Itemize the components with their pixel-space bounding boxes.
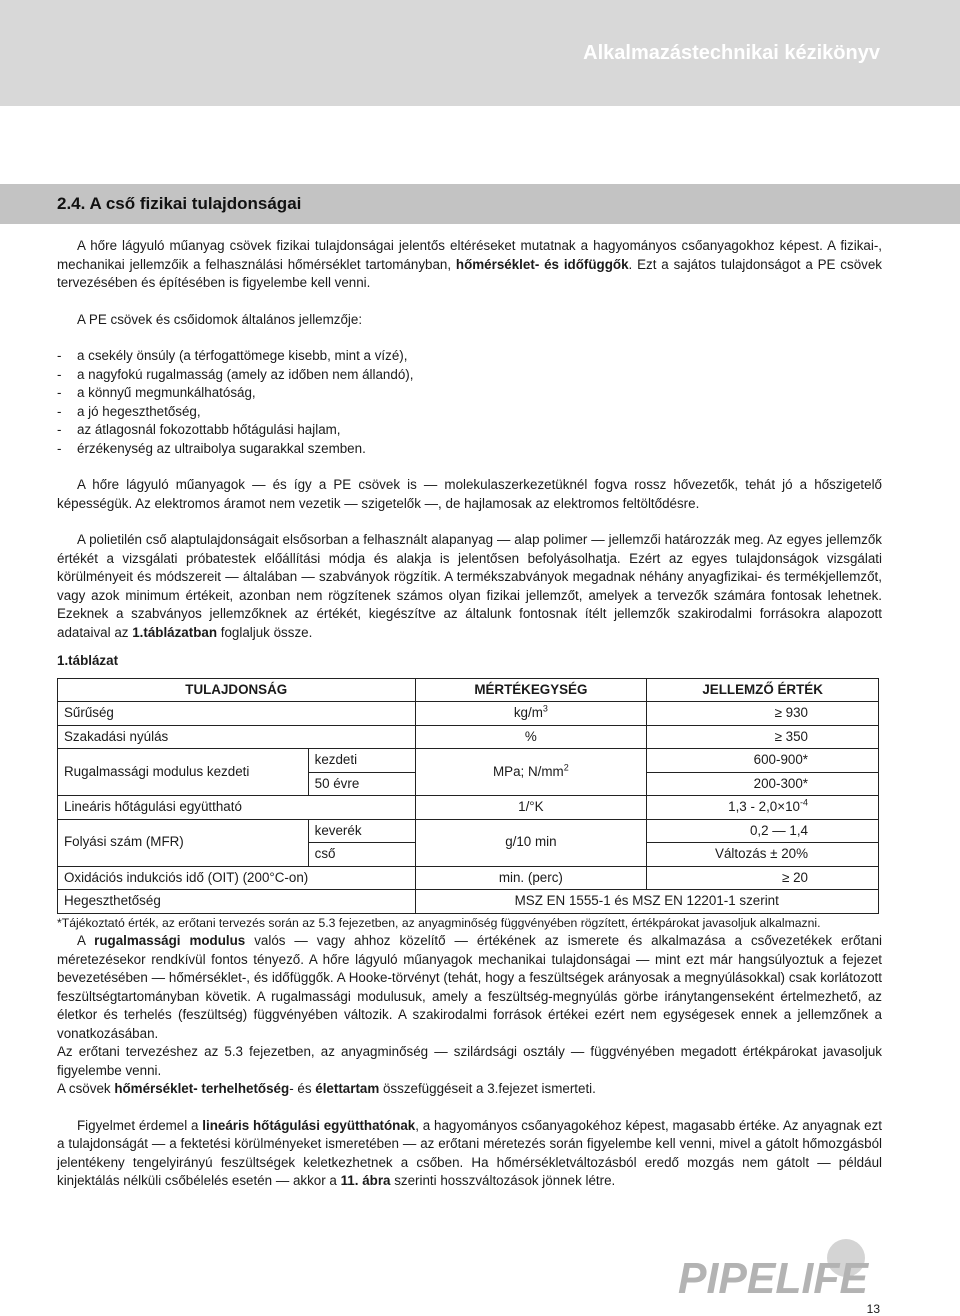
cell-value: Változás ± 20%: [647, 843, 879, 867]
table-footnote: *Tájékoztató érték, az erőtani tervezés során az 5.3 fejezetben, az anyagminőség függvényében rögzített, értékpárokat javasoljuk alkalmazni.: [57, 915, 821, 930]
header-value: JELLEMZŐ ÉRTÉK: [647, 678, 879, 702]
logo-text: PIPELIFE: [678, 1254, 870, 1300]
list-item: - az átlagosnál fokozottabb hőtágulási hajlam,: [57, 421, 882, 440]
table-row: [58, 725, 879, 749]
table-row: [58, 702, 879, 726]
table-header-row: [58, 678, 879, 702]
cell-value: ≥ 350: [647, 725, 879, 749]
cell-property: Rugalmassági modulus kezdeti: [58, 749, 309, 796]
list-item: - a csekély önsúly (a térfogattömege kisebb, mint a vízé),: [57, 347, 882, 366]
cell-property: Sűrűség: [58, 702, 416, 726]
insulation-paragraph: A hőre lágyuló műanyagok — és így a PE csövek is — molekulaszerkezetüknél fogva rossz hővezetők, tehát jó a hőszigetelő képességük. Az elektromos áramot nem vezetik — szigetelők —, de hajlamosak az elektromos feltöltődésre.: [57, 477, 882, 511]
list-intro: A PE csövek és csőidomok általános jellemzője:: [77, 311, 363, 327]
cell-value: 600-900*: [647, 749, 879, 773]
header-unit: MÉRTÉKEGYSÉG: [415, 678, 647, 702]
cell-unit: min. (perc): [415, 866, 647, 890]
temperature-paragraph: A csövek hőmérséklet- terhelhetőség- és élettartam összefüggéseit a 3.fejezet ismerteti.: [57, 1081, 596, 1096]
cell-value: 200-300*: [647, 772, 879, 796]
cell-unit: 1/°K: [415, 796, 647, 820]
properties-list: [57, 347, 882, 458]
table-row: [58, 819, 879, 843]
list-item: - a könnyű megmunkálhatóság,: [57, 384, 882, 403]
list-item: - a nagyfokú rugalmasság (amely az időben nem állandó),: [57, 366, 882, 385]
cell-unit: %: [415, 725, 647, 749]
body-content: [57, 237, 882, 1191]
cell-property: Folyási szám (MFR): [58, 819, 309, 866]
page-number: 13: [866, 1302, 880, 1316]
table-row: [58, 866, 879, 890]
table-caption: 1.táblázat: [57, 653, 119, 668]
cell-value: ≥ 20: [647, 866, 879, 890]
cell-subproperty: kezdeti: [308, 749, 415, 773]
cell-value: 0,2 — 1,4: [647, 819, 879, 843]
header-bar: [0, 0, 960, 106]
list-item: - érzékenység az ultraibolya sugarakkal szemben.: [57, 440, 882, 459]
cell-property: Hegeszthetőség: [58, 890, 416, 914]
intro-paragraph: A hőre lágyuló műanyag csövek fizikai tulajdonságai jelentős eltéréseket mutatnak a hagyományos csőanyagokhoz képest. A fizikai-, mechanikai jellemzőik a felhasználási hőmérséklet tartományban, hőmérséklet- és időfüggők. Ezt a sajátos tulajdonságot a PE csövek tervezésében és építésében is figyelembe kell venni.: [57, 238, 882, 290]
expansion-paragraph: Figyelmet érdemel a lineáris hőtágulási együtthatónak, a hagyományos csőanyagokéhoz képest, magasabb értéke. Az anyagnak ezt a tulajdonságát — a fektetési körülményeket ismeretében — az erőtani méretezés során figyelembe kell venni, mivel a gátolt hőmozgásból jelentékeny tengelyirányú feszültségek keletkezhetnek a csőben. Ha hőmérsékletváltozásból eredő mozgás nem gátolt — például kinjektálás nélküli csőbélelés esetén — akkor a 11. ábra szerinti hosszváltozások jönnek létre.: [57, 1117, 882, 1188]
cell-value: MSZ EN 1555-1 és MSZ EN 12201-1 szerint: [415, 890, 879, 914]
manual-title: Alkalmazástechnikai kézikönyv: [583, 42, 880, 64]
cell-subproperty: 50 évre: [308, 772, 415, 796]
cell-subproperty: cső: [308, 843, 415, 867]
cell-property: Lineáris hőtágulási együttható: [58, 796, 416, 820]
cell-value: $1,3 - 2,0\times 10^{-4}$: [647, 796, 879, 820]
list-item: - a jó hegeszthetőség,: [57, 403, 882, 422]
cell-subproperty: keverék: [308, 819, 415, 843]
cell-unit: g/10 min: [415, 819, 647, 866]
cell-unit: MPa; $N/mm^2$: [415, 749, 647, 796]
section-bar: [0, 184, 960, 224]
properties-table: [57, 678, 879, 914]
cell-property: Szakadási nyúlás: [58, 725, 416, 749]
cell-value: ≥ 930: [647, 702, 879, 726]
modulus-paragraph: A rugalmassági modulus valós — vagy ahhoz közelítő — értékének az ismerete és alkalmazása a csővezetékek erőtani méretezésekor rendkívül fontos tényező. A hőre lágyuló műanyagok mechanikai tulajdonságai — mint ezt már hangsúlyoztuk a fejezet bevezetésében — hőmérséklet-, és időfüggők. A Hooke-törvényt (tehát, hogy a feszültségek arányosak a megnyúlásokkal) csak korlátozott feszültségtartományban követik. A rugalmassági modulusuk, amely a feszültség-megnyúlás görbe iránytangenseként értelmezhető, az életkor és terhelés (feszültség) függvényében változik. A szakirodalmi források értékei ezért nem egységesek ennek a jellemzőnek a vonatkozásában.: [57, 933, 882, 1041]
cell-property: Oxidációs indukciós idő (OIT) (200°C-on): [58, 866, 416, 890]
standards-paragraph: A polietilén cső alaptulajdonságait elsősorban a felhasznált alapanyag — alap polimer — jellemzői határozzák meg. Az egyes jellemzők értékét a vizsgálati próbatestek előállítási módja és alakja is jelentősen befolyásolhatja. Ezért az egyes tulajdonságok vizsgálati körülményeit és módszereit — általában — szabványok rögzítik. A termékszabványok megadnak néhány anyagfizikai- és termékjellemzőt, vagy azok minimum értékeit, azonban nem rögzítenek számos olyan fizikai jellemzőt, amelyek a tervezők számára fontosak lehetnek. Ezeknek a szabványos jellemzőknek az értékét, kiegészítve az általunk fontosnak ítélt jellemzők szakirodalmi forrásokra alapozott adataival az 1.táblázatban foglaljuk össze.: [57, 532, 882, 640]
section-title: 2.4. A cső fizikai tulajdonságai: [57, 194, 302, 213]
table-row: [58, 796, 879, 820]
table-row: [58, 890, 879, 914]
header-property: TULAJDONSÁG: [58, 678, 416, 702]
design-paragraph: Az erőtani tervezéshez az 5.3 fejezetben, az anyagminőség — szilárdsági osztály — függvényében megadott értékpárokat javasoljuk figyelembe venni.: [57, 1044, 882, 1078]
cell-unit: $kg/m^3$: [415, 702, 647, 726]
pipelife-logo: [674, 1238, 874, 1300]
table-row: [58, 749, 879, 773]
